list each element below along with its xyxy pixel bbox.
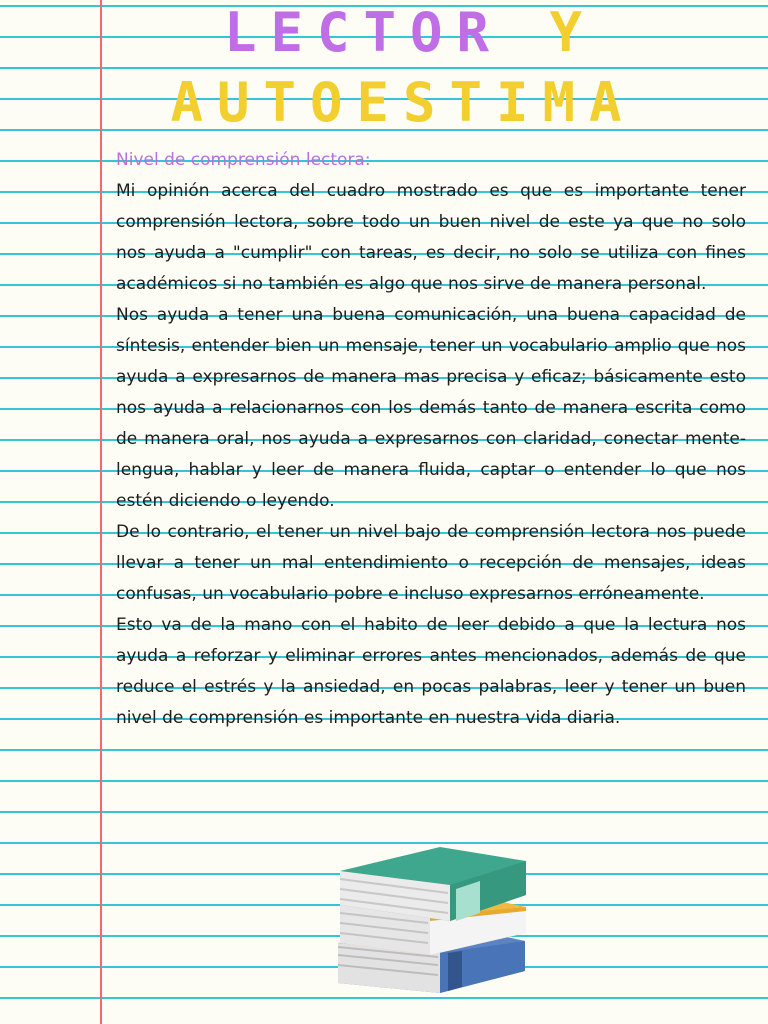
title-word-lector: LECTOR bbox=[223, 1, 504, 64]
paragraph-1: Mi opinión acerca del cuadro mostrado es que es importante tener comprensión lectora, sobre todo un buen nivel de este ya que no solo nos ayuda a "cumplir" con tareas, es decir, no solo se utiliza con fines académicos si no también es algo que nos sirve de manera personal. bbox=[116, 181, 746, 294]
title-line-2: AUTOESTIMA bbox=[170, 71, 636, 134]
title-line-1 bbox=[0, 1, 768, 64]
paragraph-3: De lo contrario, el tener un nivel bajo de comprensión lectora nos puede llevar a tener un mal entendimiento o recepción de mensajes, ideas confusas, un vocabulario pobre e incluso expresarnos erróneamente. bbox=[116, 522, 746, 604]
paragraph-2: Nos ayuda a tener una buena comunicación, una buena capacidad de síntesis, entender bien un mensaje, tener un vocabulario amplio que nos ayuda a expresarnos de manera mas precisa y eficaz; básicamente esto nos ayuda a relacionarnos con los demás tanto de manera escrita como de manera oral, nos ayuda a expresarnos con claridad, conectar mente-lengua, hablar y leer de manera fluida, captar o entender lo que nos estén diciendo o leyendo. bbox=[116, 305, 746, 511]
margin-line bbox=[100, 0, 102, 1024]
section-heading: Nivel de comprensión lectora: bbox=[116, 150, 371, 170]
title-word-y: Y bbox=[549, 1, 597, 64]
paragraph-4: Esto va de la mano con el habito de leer debido a que la lectura nos ayuda a reforzar y eliminar errores antes mencionados, además de que reduce el estrés y la ansiedad, en pocas palabras, leer y tener un buen nivel de comprensión es importante en nuestra vida diaria. bbox=[116, 615, 746, 728]
document-body bbox=[116, 145, 746, 734]
books-stack-icon bbox=[330, 843, 530, 995]
